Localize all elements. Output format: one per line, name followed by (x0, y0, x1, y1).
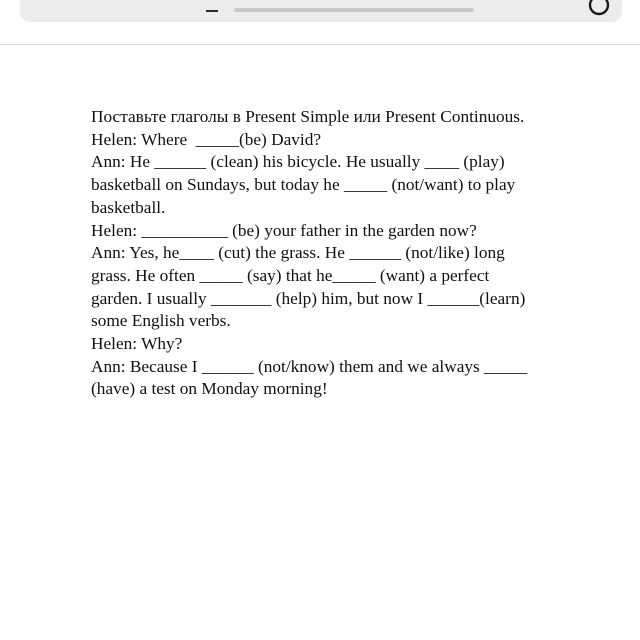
text-line: basketball on Sundays, but today he _____ (not/want) to play (91, 175, 516, 195)
address-bar[interactable] (20, 0, 622, 22)
text-line: Ann: He ______ (clean) his bicycle. He usually ____ (play) (91, 152, 505, 172)
bar-text-fragment (206, 10, 218, 12)
bar-text-placeholder (234, 8, 474, 12)
text-line: Helen: __________ (be) your father in the garden now? (91, 220, 477, 240)
instruction-line: Поставьте глаголы в Present Simple или Present Continuous. (91, 107, 525, 126)
text-line: (have) a test on Monday morning! (91, 379, 328, 399)
text-line: Ann: Yes, he____ (cut) the grass. He ______ (not/like) long (91, 243, 505, 263)
exercise-text (91, 106, 586, 401)
text-line: Helen: Where _____(be) David? (91, 129, 322, 149)
text-line: garden. I usually _______ (help) him, but now I ______(learn) (91, 288, 526, 308)
text-line: grass. He often _____ (say) that he_____ (want) a perfect (91, 265, 490, 285)
text-line: some English verbs. (91, 311, 231, 331)
top-toolbar (0, 0, 640, 45)
circle-action-icon[interactable] (588, 0, 610, 16)
text-line: Helen: Why? (91, 334, 183, 354)
text-line: basketball. (91, 197, 166, 217)
text-line: Ann: Because I ______ (not/know) them and we always _____ (91, 356, 528, 376)
